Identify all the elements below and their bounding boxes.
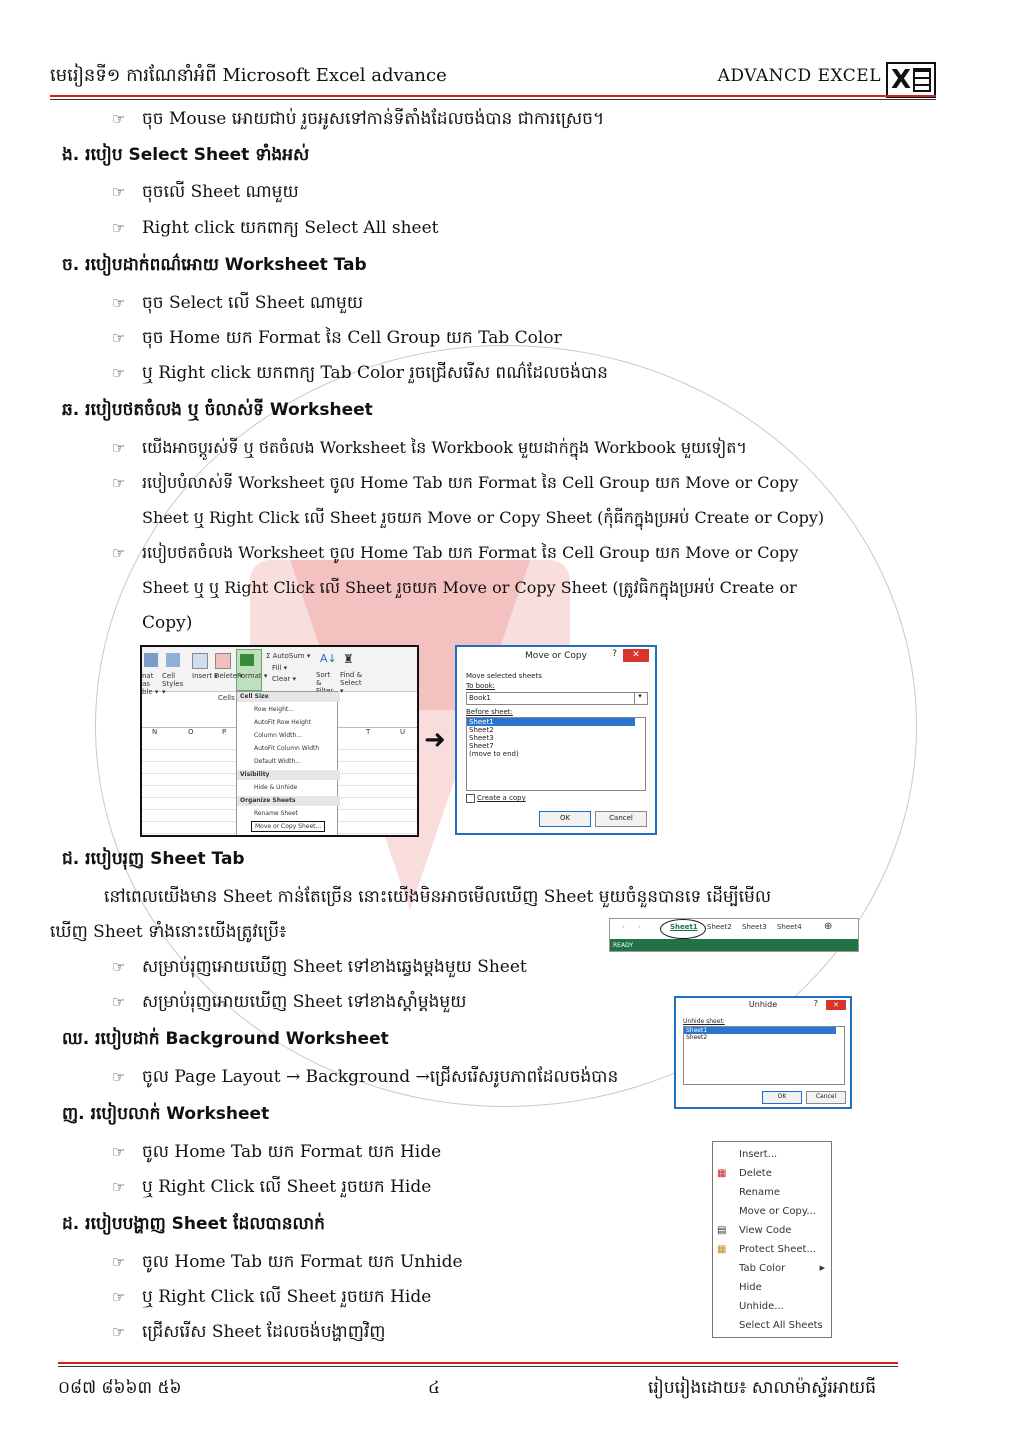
- text-line: ឬ Right Click លើ Sheet រួចយក Hide: [142, 1287, 432, 1307]
- right-arrow-icon: ➜: [424, 725, 446, 755]
- protect-sheet-icon: ▦: [717, 1244, 727, 1255]
- delete-icon: [215, 653, 231, 669]
- text-line: ចុចលើ Sheet ណាមួយ: [142, 182, 299, 202]
- context-item-tab-color[interactable]: [713, 1259, 831, 1278]
- context-item-hide[interactable]: [713, 1278, 831, 1297]
- context-item-rename[interactable]: [713, 1183, 831, 1202]
- column-header: N: [152, 728, 158, 736]
- menu-item-default-width[interactable]: Default Width...: [254, 758, 301, 765]
- text-line: យើងអាចប្តូរស់ទី ឬ ថតចំលង Worksheet នៃ Workbook មួយដាក់ក្នុង Workbook មួយទៀត។: [142, 438, 747, 457]
- unhide-dialog: [674, 996, 852, 1109]
- footer-rule-red: [58, 1362, 898, 1364]
- paragraph-line: ឃើញ Sheet ទាំងនោះយើងត្រូវប្រើ៖: [50, 922, 287, 942]
- before-sheet-list[interactable]: [466, 717, 646, 791]
- pointing-hand-icon: ☞: [112, 1253, 126, 1271]
- header-course-title: ADVANCD EXCEL: [717, 66, 881, 86]
- context-item-label: Move or Copy...: [739, 1206, 816, 1217]
- text-line: របៀបបំលាស់ទី Worksheet ចូល Home Tab យក Format នៃ Cell Group យក Move or Copy: [142, 473, 799, 492]
- list-item[interactable]: Sheet1: [684, 1027, 836, 1034]
- text-line: ចូល Home Tab យក Format យក Hide: [142, 1142, 442, 1162]
- sheet-context-menu: [712, 1141, 832, 1338]
- dialog-label: To book:: [466, 682, 496, 690]
- text-line: ចូល Home Tab យក Format យក Unhide: [142, 1252, 463, 1272]
- menu-item-row-height[interactable]: Row Height...: [254, 706, 294, 713]
- page-number: ៤: [428, 1378, 441, 1398]
- list-item[interactable]: Sheet2: [686, 1034, 708, 1041]
- help-button[interactable]: ?: [612, 649, 617, 659]
- footer-phone: ០៨៧ ៨៦៦៣ ៥៦: [58, 1378, 182, 1398]
- pointing-hand-icon: ☞: [112, 1143, 126, 1161]
- column-header: P: [222, 728, 227, 736]
- create-copy-label: Create a copy: [477, 794, 526, 802]
- logo-grid: [913, 68, 931, 92]
- cancel-button[interactable]: Cancel: [595, 811, 647, 827]
- sort-filter-button[interactable]: Sort &: [316, 671, 331, 687]
- text-line: ឬ Right Click លើ Sheet រួចយក Hide: [142, 1177, 432, 1197]
- pointing-hand-icon: ☞: [112, 329, 126, 347]
- create-copy-checkbox[interactable]: [466, 794, 475, 803]
- ribbon-btn-label[interactable]: Format ▾: [237, 672, 268, 680]
- pointing-hand-icon: ☞: [112, 1068, 126, 1086]
- sheet-tab[interactable]: Sheet4: [777, 923, 802, 931]
- pointing-hand-icon: ☞: [112, 294, 126, 312]
- pointing-hand-icon: ☞: [112, 958, 126, 976]
- section-heading: ជ. របៀបរុញ Sheet Tab: [62, 849, 245, 869]
- context-item-label: Tab Color: [739, 1263, 786, 1274]
- sheet-tabs-screenshot: [609, 918, 859, 952]
- dialog-title: Move or Copy: [525, 651, 587, 661]
- delete-sheet-icon: ▦: [717, 1168, 727, 1179]
- fill-button[interactable]: Fill ▾: [272, 664, 288, 672]
- section-heading: ឈ. របៀបដាក់ Background Worksheet: [62, 1029, 389, 1049]
- clear-button[interactable]: Clear ▾: [272, 675, 297, 683]
- binoculars-icon: ♜: [343, 652, 354, 666]
- column-header: T: [366, 728, 371, 736]
- text-line: ចុច Mouse អោយជាប់ រួចអូសទៅកាន់ទីតាំងដែលចង់បាន ជាការស្រេច។: [142, 109, 605, 129]
- text-line: ចុច Home យក Format នៃ Cell Group យក Tab Color: [142, 328, 562, 348]
- ok-button[interactable]: OK: [762, 1091, 802, 1104]
- insert-icon: [192, 653, 208, 669]
- menu-item-column-width[interactable]: Column Width...: [254, 732, 303, 739]
- context-item-unhide[interactable]: [713, 1297, 831, 1316]
- context-item-label: Select All Sheets: [739, 1320, 823, 1331]
- submenu-arrow-icon: ▶: [819, 1264, 825, 1272]
- text-line: ចូល Page Layout → Background →ជ្រើសរើសរូបភាពដែលចង់បាន: [142, 1067, 619, 1087]
- to-book-select[interactable]: Book1: [466, 692, 648, 705]
- close-button[interactable]: ✕: [623, 649, 649, 662]
- context-item-label: Protect Sheet...: [739, 1244, 816, 1255]
- find-select-button[interactable]: Find & Select ▾: [340, 671, 363, 695]
- pointing-hand-icon: ☞: [112, 110, 126, 128]
- menu-item-hide-unhide[interactable]: Hide & Unhide: [254, 784, 298, 791]
- text-line: Sheet ឬ ឬ Right Click លើ Sheet រួចយក Move or Copy Sheet (ត្រូវធិកក្នុងប្រអប់ Create or: [142, 578, 797, 597]
- move-copy-dialog: [455, 645, 657, 835]
- context-item-label: Hide: [739, 1282, 762, 1293]
- close-button[interactable]: ✕: [826, 1000, 846, 1010]
- dialog-title: Unhide: [748, 1000, 778, 1009]
- sheet-tab-active[interactable]: Sheet1: [670, 923, 698, 931]
- footer-rule-black: [58, 1366, 898, 1367]
- context-item-label: Insert...: [739, 1149, 778, 1160]
- list-item[interactable]: Sheet2: [469, 726, 494, 734]
- section-heading: ឆ. របៀបថតចំលង ឬ ចំលាស់ទី Worksheet: [62, 400, 373, 420]
- format-as-table-icon: [144, 653, 158, 667]
- menu-section: Organize Sheets: [237, 796, 340, 806]
- menu-item-move-copy[interactable]: Move or Copy Sheet...: [251, 821, 325, 832]
- context-item-label: Delete: [739, 1168, 772, 1179]
- ribbon-btn-label[interactable]: Cell Styles ▾: [162, 672, 184, 696]
- footer-author: រៀបរៀងដោយ៖ សាលាម៉ាស្ទ័រអាយធី: [648, 1378, 877, 1398]
- scroll-left-icon[interactable]: ‹: [622, 923, 625, 931]
- list-item[interactable]: Sheet3: [469, 734, 494, 742]
- add-sheet-icon[interactable]: ⊕: [824, 921, 833, 932]
- ribbon-btn-label[interactable]: nat as ble ▾: [142, 672, 159, 696]
- context-item-protect[interactable]: [713, 1240, 831, 1259]
- list-item[interactable]: Sheet7: [469, 742, 494, 750]
- text-line: របៀបថតចំលង Worksheet ចូល Home Tab យក Format នៃ Cell Group យក Move or Copy: [142, 543, 799, 562]
- list-item[interactable]: (move to end): [469, 750, 519, 758]
- logo-letter: X: [891, 65, 912, 95]
- context-item-label: Unhide...: [739, 1301, 784, 1312]
- excel-format-menu-screenshot: [140, 645, 419, 837]
- scroll-right-icon[interactable]: ›: [638, 923, 641, 931]
- section-heading: ង. របៀប Select Sheet ទាំងអស់: [62, 145, 310, 165]
- dialog-label: Before sheet:: [466, 708, 513, 716]
- pointing-hand-icon: ☞: [112, 993, 126, 1011]
- section-heading: ញ. របៀបលាក់ Worksheet: [62, 1104, 270, 1124]
- autosum-button[interactable]: Σ AutoSum ▾: [266, 652, 311, 660]
- context-item-view-code[interactable]: [713, 1221, 831, 1240]
- menu-section: Cell Size: [237, 692, 340, 702]
- column-header: O: [188, 728, 194, 736]
- text-line: Copy): [142, 613, 193, 633]
- text-line: សម្រាប់រុញអោយឃើញ Sheet ទៅខាងស្តាំម្តងមួយ: [142, 992, 467, 1012]
- pointing-hand-icon: ☞: [112, 219, 126, 237]
- text-line: Right click យកពាក្យ Select All sheet: [142, 218, 439, 238]
- pointing-hand-icon: ☞: [112, 1288, 126, 1306]
- ok-button[interactable]: OK: [539, 811, 591, 827]
- context-item-label: View Code: [739, 1225, 792, 1236]
- ribbon-btn-label[interactable]: Delete ▾: [214, 672, 243, 680]
- text-line: Sheet ឬ Right Click លើ Sheet រួចយក Move or Copy Sheet (កុំធីកក្នុងប្រអប់ Create or Copy): [142, 508, 825, 527]
- context-item-insert[interactable]: [713, 1145, 831, 1164]
- cell-styles-icon: [166, 653, 180, 667]
- menu-item-rename[interactable]: Rename Sheet: [254, 810, 298, 817]
- format-icon: [240, 654, 254, 666]
- dialog-label: Move selected sheets: [466, 672, 542, 680]
- pointing-hand-icon: ☞: [112, 1178, 126, 1196]
- menu-item-autofit-col[interactable]: AutoFit Column Width: [254, 745, 320, 752]
- context-item-move-copy[interactable]: [713, 1202, 831, 1221]
- help-button[interactable]: ?: [813, 999, 818, 1008]
- view-code-icon: ▤: [717, 1225, 727, 1236]
- paragraph-line: នៅពេលយើងមាន Sheet កាន់តែច្រើន នោះយើងមិនអាចមើលឃើញ Sheet មួយចំនួនបានទេ ដើម្បីមើល: [104, 887, 772, 907]
- context-item-select-all[interactable]: [713, 1316, 831, 1335]
- format-dropdown-menu: [236, 691, 338, 837]
- context-item-delete[interactable]: [713, 1164, 831, 1183]
- header-lesson-title: មេរៀនទី១ ការណែនាំអំពី Microsoft Excel advance: [50, 65, 447, 86]
- list-item[interactable]: Sheet1: [467, 718, 635, 726]
- header-rule-black: [50, 99, 936, 100]
- pointing-hand-icon: ☞: [112, 1323, 126, 1341]
- section-heading: ច. របៀបដាក់ពណ៌អោយ Worksheet Tab: [62, 255, 367, 275]
- header-rule-red: [50, 95, 936, 97]
- sort-icon: A↓: [320, 652, 337, 665]
- sheet-tab[interactable]: Sheet3: [742, 923, 767, 931]
- sheet-tab[interactable]: Sheet2: [707, 923, 732, 931]
- status-bar: READY: [610, 939, 859, 952]
- pointing-hand-icon: ☞: [112, 439, 126, 457]
- text-line: ជ្រើសរើស Sheet ដែលចង់បង្ហាញវិញ: [142, 1322, 386, 1342]
- menu-section: Visibility: [237, 770, 340, 780]
- unhide-sheet-list[interactable]: [683, 1026, 845, 1085]
- pointing-hand-icon: ☞: [112, 364, 126, 382]
- cancel-button[interactable]: Cancel: [806, 1091, 846, 1104]
- context-item-label: Rename: [739, 1187, 781, 1198]
- text-line: ចុច Select លើ Sheet ណាមួយ: [142, 293, 364, 313]
- menu-item-autofit-row[interactable]: AutoFit Row Height: [254, 719, 312, 726]
- ribbon-btn-label[interactable]: Insert ▾: [192, 672, 218, 680]
- column-header: U: [400, 728, 406, 736]
- cells-group-label: Cells: [218, 694, 235, 702]
- text-line: សម្រាប់រុញអោយឃើញ Sheet ទៅខាងឆ្វេងម្តងមួយ Sheet: [142, 957, 527, 977]
- pointing-hand-icon: ☞: [112, 474, 126, 492]
- section-heading: ដ. របៀបបង្ហាញ Sheet ដែលបានលាក់: [62, 1214, 325, 1234]
- text-line: ឬ Right click យកពាក្យ Tab Color រួចជ្រើសរើស ពណ៌ដែលចង់បាន: [142, 363, 608, 383]
- chevron-down-icon[interactable]: ▾: [634, 692, 645, 705]
- pointing-hand-icon: ☞: [112, 183, 126, 201]
- pointing-hand-icon: ☞: [112, 544, 126, 562]
- excel-logo-icon: [886, 62, 936, 98]
- dialog-label: Unhide sheet:: [683, 1018, 725, 1025]
